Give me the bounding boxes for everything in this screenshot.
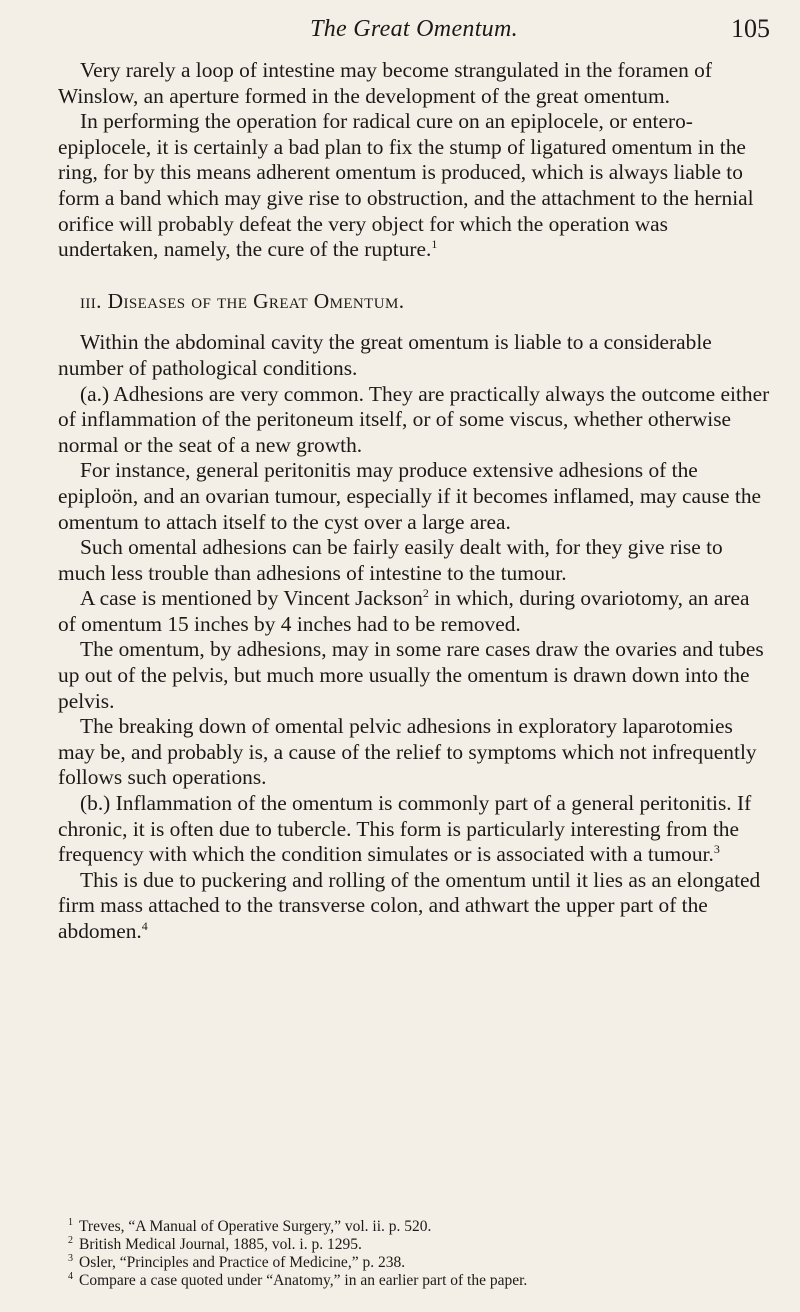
footnote xyxy=(68,1272,768,1290)
paragraph-jackson-case xyxy=(58,586,770,637)
footnotes xyxy=(68,1218,768,1290)
footnote xyxy=(68,1218,768,1236)
paragraph-text: In performing the operation for radical cure on an epiplocele, or entero-epiplocele, it is certainly a bad plan to fix the stump of ligatured omentum in the ring, for by this means adherent omentum is produced, which is always liable to form a band which may give rise to obstruction, and the attachment to the hernial orifice will probably defeat the very object for which the operation was undertaken, namely, the cure of the rupture. xyxy=(58,109,754,262)
paragraph-pelvis: The omentum, by adhesions, may in some rare cases draw the ovaries and tubes up out of the pelvis, but much more usually the omentum is drawn down into the pelvis. xyxy=(58,637,764,713)
footnote-mark: 2 xyxy=(68,1235,73,1246)
footnote-text: British Medical Journal, 1885, vol. i. p. 1295. xyxy=(79,1236,362,1253)
footnote-ref: 1 xyxy=(431,237,438,252)
footnote-text: Treves, “A Manual of Operative Surgery,” vol. ii. p. 520. xyxy=(79,1218,432,1235)
paragraph-foramen: Very rarely a loop of intestine may become strangulated in the foramen of Winslow, an aperture formed in the development of the great omentum. xyxy=(58,58,712,108)
paragraph-adhesions: (a.) Adhesions are very common. They are practically always the outcome either of inflammation of the peritoneum itself, or of some viscus, whether otherwise normal or the seat of a new growth. xyxy=(58,381,770,457)
paragraph-peritonitis: For instance, general peritonitis may produce extensive adhesions of the epiploön, and an ovarian tumour, especially if it becomes inflamed, may cause the omentum to attach itself to the cyst over a large area. xyxy=(58,458,762,534)
footnote-text: Osler, “Principles and Practice of Medicine,” p. 238. xyxy=(79,1254,406,1271)
footnote xyxy=(68,1236,768,1254)
paragraph-laparotomies: The breaking down of omental pelvic adhesions in exploratory laparotomies may be, and probably is, a cause of the relief to symptoms which not infrequently follows such operations. xyxy=(58,714,757,790)
page-header xyxy=(58,14,770,54)
paragraph-inflammation xyxy=(58,791,770,868)
paragraph-text: A case is mentioned by Vincent Jackson xyxy=(80,586,423,611)
paragraph-radical-cure xyxy=(58,109,770,263)
running-title: The Great Omentum. xyxy=(310,16,518,42)
footnote xyxy=(68,1254,768,1272)
footnote-mark: 3 xyxy=(68,1253,73,1264)
paragraph-text: in which, during ovariotomy, an area of omentum 15 inches by 4 inches had to be removed. xyxy=(58,586,750,636)
paragraph-text: (b.) Inflammation of the omentum is commonly part of a general peritonitis. If chronic, it is often due to tubercle. This form is particularly interesting from the frequency with which the condition simulates or is associated with a tumour. xyxy=(58,791,752,867)
footnote-ref: 4 xyxy=(141,919,148,933)
paragraph-intro: Within the abdominal cavity the great omentum is liable to a considerable number of pathological conditions. xyxy=(58,330,712,380)
page-number: 105 xyxy=(731,14,770,43)
footnote-ref: 3 xyxy=(713,842,720,857)
paragraph-omental-adhesions: Such omental adhesions can be fairly easily dealt with, for they give rise to much less trouble than adhesions of intestine to the tumour. xyxy=(58,535,723,585)
footnote-ref: 2 xyxy=(422,586,429,601)
paragraph-puckering xyxy=(58,868,770,945)
paragraph-text: This is due to puckering and rolling of the omentum until it lies as an elongated firm mass attached to the transverse colon, and athwart the upper part of the abdomen. xyxy=(58,867,761,943)
section-heading: iii. Diseases of the Great Omentum. xyxy=(80,288,405,313)
body-text xyxy=(58,58,770,945)
footnote-text: Compare a case quoted under “Anatomy,” in an earlier part of the paper. xyxy=(79,1272,528,1289)
footnote-mark: 1 xyxy=(68,1217,73,1228)
footnote-mark: 4 xyxy=(68,1271,73,1282)
